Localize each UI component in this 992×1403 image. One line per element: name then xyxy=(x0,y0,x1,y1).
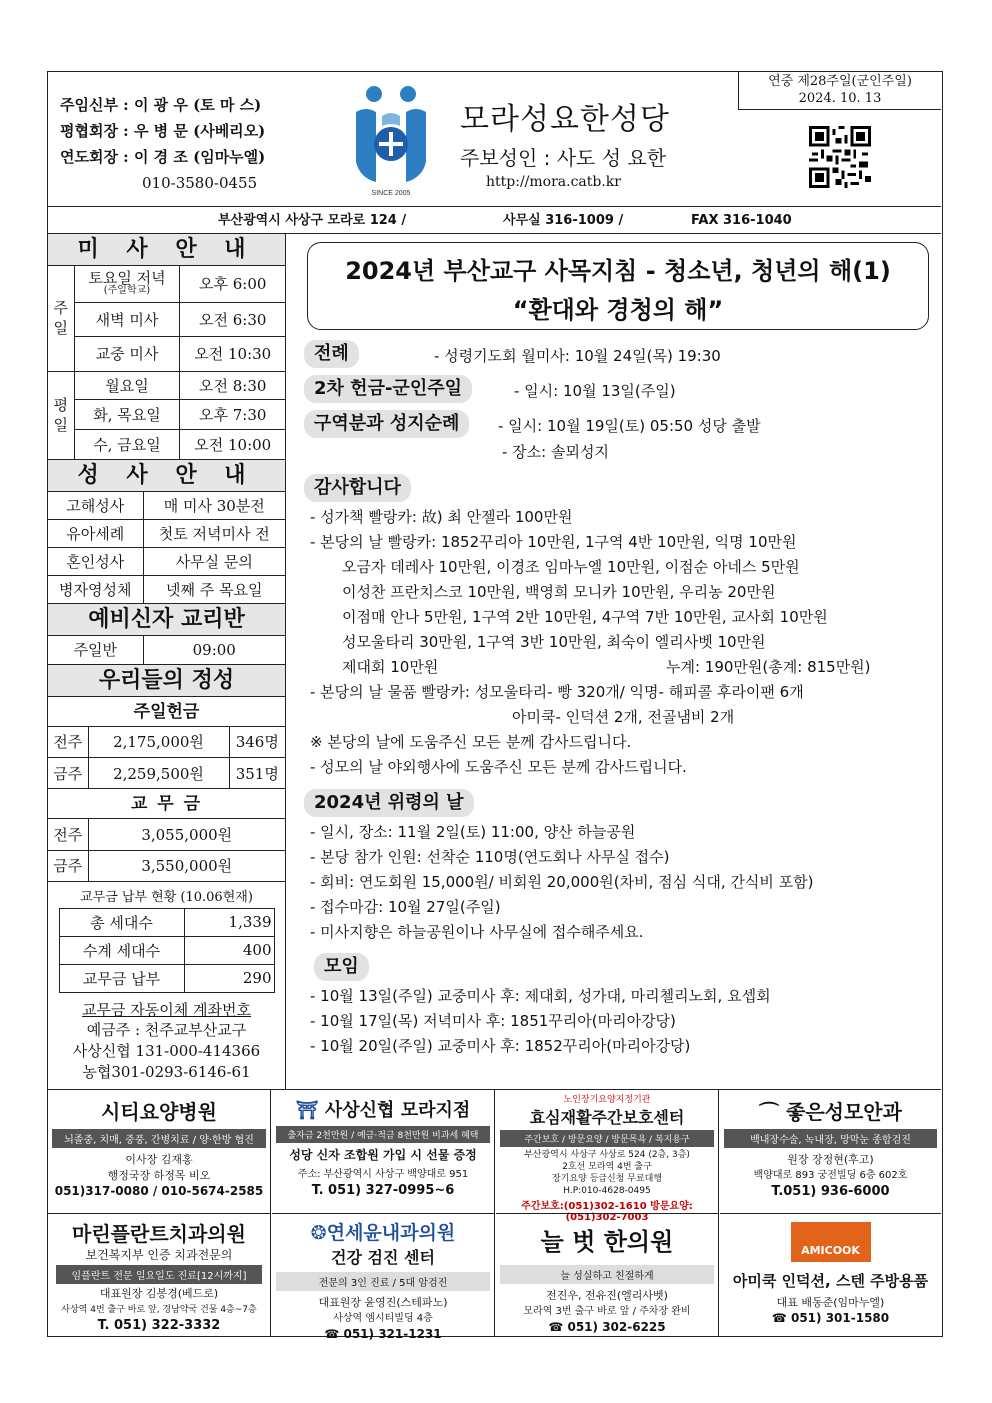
ad-name xyxy=(272,1218,494,1245)
dues-label: 전주 xyxy=(48,819,88,850)
ad-name: 늘 벗 한의원 xyxy=(540,1227,674,1256)
ad-line: 이사장 김재홍 xyxy=(125,1153,193,1166)
mass-table xyxy=(48,266,285,460)
pastoral-title: 2024년 부산교구 사목지침 - 청소년, 청년의 해(1) xyxy=(345,257,891,285)
ad-sasang-credit-union[interactable] xyxy=(272,1090,495,1213)
sacrament-value: 첫토 저녁미사 전 xyxy=(143,520,285,548)
table-row xyxy=(48,636,285,664)
table-row xyxy=(48,492,285,520)
yonsei-logo-icon: ❂ xyxy=(310,1222,327,1244)
contact-phone: 010-3580-0455 xyxy=(142,174,258,192)
thanks-heading: 감사합니다 xyxy=(304,474,411,502)
ad-good-eye-clinic[interactable] xyxy=(720,1090,941,1213)
mass-time: 오전 10:30 xyxy=(180,336,285,371)
status-label: 교무금 납부 xyxy=(59,964,184,992)
thanks-line: 제대회 10만원 xyxy=(342,658,439,676)
parish-logo-icon xyxy=(346,82,436,197)
pilgrimage-heading: 구역분과 성지순례 xyxy=(304,410,469,438)
goods-line: 아미쿡- 인덕션 2개, 전골냄비 2개 xyxy=(512,708,735,726)
ad-band: 전문의 3인 진료 / 5대 암검진 xyxy=(276,1272,490,1291)
dues-title: 교 무 금 xyxy=(48,789,285,819)
mass-name: 새벽 미사 xyxy=(74,302,180,336)
ad-amicook[interactable] xyxy=(720,1213,941,1336)
memorial-heading: 2024년 위령의 날 xyxy=(304,789,474,817)
status-value: 400 xyxy=(184,936,274,964)
sacrament-name: 혼인성사 xyxy=(48,548,143,576)
parish-url[interactable]: http://mora.catb.kr xyxy=(486,174,621,190)
catechumen-title: 예비신자 교리반 xyxy=(48,604,285,636)
staff-row xyxy=(60,92,265,118)
eye-clinic-logo-icon: ⌒ xyxy=(759,1100,780,1124)
ad-line: 대표 배동준(임마누엘) xyxy=(776,1296,885,1309)
memorial-line: - 본당 참가 인원: 선착순 110명(연도회나 사무실 접수) xyxy=(310,848,670,866)
catechumen-table xyxy=(48,636,285,665)
thanks-line: 오금자 데레사 10만원, 이경조 임마누엘 10만원, 이점순 아네스 5만원 xyxy=(342,558,800,576)
thanks-line: 이성찬 프란치스코 10만원, 백영희 모니카 10만원, 우리농 20만원 xyxy=(342,583,776,601)
table-row xyxy=(48,520,285,548)
staff-role: 평협회장 : xyxy=(60,122,129,140)
ad-name xyxy=(272,1096,494,1122)
ad-tel: ☎ 051) 301-1580 xyxy=(771,1311,890,1325)
mass-time: 오전 10:00 xyxy=(180,429,285,459)
table-row xyxy=(48,399,285,429)
memorial-line: - 회비: 연도회원 15,000원/ 비회원 20,000원(차비, 점심 식대, 간식비 포함) xyxy=(310,873,814,891)
memorial-line: - 미사지향은 하늘공원이나 사무실에 접수해주세요. xyxy=(310,923,644,941)
offering-label: 금주 xyxy=(48,758,88,789)
sacrament-value: 사무실 문의 xyxy=(143,548,285,576)
staff-role: 주임신부 : xyxy=(60,96,129,114)
catechumen-time: 09:00 xyxy=(143,636,285,664)
memorial-line: - 접수마감: 10월 27일(주일) xyxy=(310,898,501,916)
patron-saint: 주보성인 : 사도 성 요한 xyxy=(460,146,667,170)
ad-line: 2호선 모라역 4번 출구 xyxy=(562,1162,652,1172)
sunday-label: 주일 xyxy=(48,266,74,371)
ad-tel: T. 051) 322-3332 xyxy=(97,1318,221,1333)
ad-tel: T. 051) 327-0995~6 xyxy=(311,1183,455,1198)
mass-time: 오전 6:30 xyxy=(180,302,285,336)
ad-line: 주소: 부산광역시 사상구 백양대로 951 xyxy=(297,1169,469,1180)
ad-line: 행정국장 하정목 비오 xyxy=(107,1169,211,1182)
dues-status-title: 교무금 납부 현황 (10.06현재) xyxy=(80,889,253,905)
sunday-offering-table xyxy=(48,727,285,790)
ad-band: 주간보호 / 방문요양 / 방문목욕 / 복지용구 xyxy=(500,1130,714,1147)
mass-name: 수, 금요일 xyxy=(74,429,180,459)
ad-yonsei-yoon-clinic[interactable] xyxy=(272,1213,495,1341)
ad-line: 장기요양 등급신청 무료대행 xyxy=(551,1174,663,1184)
ad-band: 백내장수술, 녹내장, 망막눈 종합검진 xyxy=(724,1129,937,1148)
pilgrimage-date: - 일시: 10월 19일(토) 05:50 성당 출발 xyxy=(498,417,761,435)
ad-marine-plant-dental[interactable] xyxy=(48,1213,271,1336)
liturgical-week-box xyxy=(738,72,941,110)
fax-number: FAX 316-1040 xyxy=(691,213,792,228)
dues-amount: 3,550,000원 xyxy=(88,850,285,881)
pastoral-title-box xyxy=(307,242,929,330)
sacrament-value: 매 미사 30분전 xyxy=(143,492,285,520)
mass-name: 화, 목요일 xyxy=(74,399,180,429)
table-row xyxy=(48,371,285,399)
meeting-line: - 10월 17일(목) 저녁미사 후: 1851꾸리아(마리아강당) xyxy=(310,1012,676,1030)
sacrament-title: 성 사 안 내 xyxy=(48,460,285,492)
mass-time: 오전 8:30 xyxy=(180,371,285,399)
dues-table xyxy=(48,819,285,882)
pilgrimage-place: - 장소: 솔뫼성지 xyxy=(502,443,609,461)
ad-name: 시티요양병원 xyxy=(101,1100,217,1124)
dues-amount: 3,055,000원 xyxy=(88,819,285,850)
ad-band: 뇌졸중, 치매, 중풍, 간병치료 / 양·한방 협진 xyxy=(52,1129,266,1148)
table-row xyxy=(48,850,285,881)
ad-tel: 주간보호:(051)302-1610 방문요양:(051)302-7003 xyxy=(521,1201,693,1223)
offering-amount: 2,175,000원 xyxy=(88,727,229,758)
account-number-1: 사상신협 131-000-414366 xyxy=(72,1041,261,1060)
liturgical-week: 연중 제28주일(군인주일) xyxy=(768,74,912,89)
amicook-logo-icon: AMICOOK xyxy=(791,1222,871,1262)
staff-role: 연도회장 : xyxy=(60,148,129,166)
ad-top: 노인장기요양지정기관 xyxy=(563,1095,651,1105)
account-title: 교무금 자동이체 계좌번호 xyxy=(82,1000,251,1019)
table-row xyxy=(48,576,285,604)
mass-name: 교중 미사 xyxy=(74,336,180,371)
qr-code-icon[interactable] xyxy=(808,126,872,188)
liturgy-text: - 성령기도회 월미사: 10월 24일(목) 19:30 xyxy=(434,347,721,365)
ad-band: 출자금 2천만원 / 예금·적금 8천만원 비과세 혜택 xyxy=(276,1126,490,1143)
ad-line: 대표원장 김봉경(베드로) xyxy=(99,1287,219,1300)
dues-label: 금주 xyxy=(48,850,88,881)
bulletin-date: 2024. 10. 13 xyxy=(798,91,882,106)
ad-line: 모라역 3번 출구 바로 앞 / 주차장 완비 xyxy=(523,1306,691,1317)
table-row xyxy=(48,548,285,576)
staff-list xyxy=(60,92,265,196)
staff-name: 우 병 문 (사베리오) xyxy=(133,122,266,140)
mass-name-text: 토요일 저녁 xyxy=(88,269,166,288)
ad-name xyxy=(720,1096,941,1125)
ad-sub: 보건복지부 인증 치과전문의 xyxy=(85,1248,233,1262)
table-row xyxy=(48,429,285,459)
ad-tel: T.051) 936-6000 xyxy=(771,1184,890,1199)
ad-hyosim-center[interactable] xyxy=(496,1090,719,1223)
thanks-note: - 성모의 날 야외행사에 도움주신 모든 분께 감사드립니다. xyxy=(310,758,687,776)
account-holder: 예금주 : 천주교부산교구 xyxy=(86,1020,247,1039)
sacrament-name: 병자영성체 xyxy=(48,576,143,604)
table-row xyxy=(48,266,285,302)
mass-name: 월요일 xyxy=(74,371,180,399)
ad-tel: 051)317-0080 / 010-5674-2585 xyxy=(54,1184,264,1198)
table-row xyxy=(48,727,285,758)
mass-name xyxy=(74,266,180,302)
ad-line: 사상역 4번 출구 바로 앞, 경남약국 건물 4층~7층 xyxy=(61,1305,257,1315)
pastoral-subtitle: “환대와 경청의 해” xyxy=(512,296,724,324)
offering-label: 전주 xyxy=(48,727,88,758)
sunday-offering-title: 주일헌금 xyxy=(48,697,285,727)
memorial-line: - 일시, 장소: 11월 2일(토) 11:00, 양산 하늘공원 xyxy=(310,823,636,841)
ad-name-text: 좋은성모안과 xyxy=(786,1100,902,1124)
thanks-note: ※ 본당의 날에 도움주신 모든 분께 감사드립니다. xyxy=(310,733,632,751)
ad-name-text: 사상신협 모라지점 xyxy=(324,1100,471,1121)
ad-name-text: 연세윤내과의원 xyxy=(326,1222,456,1244)
right-column xyxy=(286,234,941,1089)
ad-line: 전진우, 전유진(엘리사벳) xyxy=(546,1289,668,1302)
parish-name: 모라성요한성당 xyxy=(460,102,670,137)
staff-name: 이 광 우 (토 마 스) xyxy=(133,96,262,114)
collection-heading: 2차 헌금-군인주일 xyxy=(304,375,472,403)
ad-band: 임플란트 전문 일요일도 진료[12시까지] xyxy=(56,1265,262,1284)
liturgy-heading: 전례 xyxy=(304,340,359,368)
ad-city-hospital[interactable] xyxy=(48,1090,271,1213)
thanks-line: - 성가책 빨랑카: 故) 최 안젤라 100만원 xyxy=(310,508,573,526)
ad-line: 대표원장 윤영진(스테파노) xyxy=(318,1296,448,1309)
goods-line: - 본당의 날 물품 빨랑카: 성모울타리- 빵 320개/ 익명- 해피콜 후라이팬 6개 xyxy=(310,683,804,701)
bulletin-page xyxy=(47,71,943,1341)
address: 부산광역시 사상구 모라로 124 / xyxy=(218,213,407,228)
meeting-line: - 10월 20일(주일) 교중미사 후: 1852꾸리아(마리아강당) xyxy=(310,1037,691,1055)
sacrament-name: 고해성사 xyxy=(48,492,143,520)
ad-line: 성당 신자 조합원 가입 시 선물 증정 xyxy=(289,1148,477,1162)
ad-line: 사상역 엠시티빌딩 4층 xyxy=(333,1313,433,1324)
ad-line: 원장 장정현(후고) xyxy=(787,1153,874,1166)
thanks-line: - 본당의 날 빨랑카: 1852꾸리아 10만원, 1구역 4반 10만원, 익명 10만원 xyxy=(310,533,797,551)
sacrament-name: 유아세례 xyxy=(48,520,143,548)
table-row xyxy=(48,758,285,789)
ad-tel: ☎ 051) 321-1231 xyxy=(324,1327,442,1341)
table-row xyxy=(59,936,274,964)
weekday-label: 평일 xyxy=(48,371,74,459)
meeting-heading: 모임 xyxy=(314,953,369,981)
ad-line: 백양대로 893 궁전빌딩 6층 602호 xyxy=(753,1170,908,1181)
office-phone: 사무실 316-1009 / xyxy=(503,213,624,228)
meeting-line: - 10월 13일(주일) 교중미사 후: 제대회, 성가대, 마리첼리노회, 요셉회 xyxy=(310,987,771,1005)
staff-name: 이 경 조 (임마누엘) xyxy=(133,148,266,166)
status-label: 총 세대수 xyxy=(59,908,184,936)
mass-title: 미 사 안 내 xyxy=(48,234,285,266)
ads-section xyxy=(48,1089,941,1341)
table-row xyxy=(59,908,274,936)
thanks-line: 이점매 안나 5만원, 1구역 2반 10만원, 4구역 7반 10만원, 교사회 10만원 xyxy=(342,608,828,626)
collection-text: - 일시: 10월 13일(주일) xyxy=(514,382,676,400)
sacrament-table xyxy=(48,492,285,605)
credit-union-logo-icon: ⛩ xyxy=(295,1100,319,1121)
dues-status-table xyxy=(59,908,275,993)
thanks-line: 성모울타리 30만원, 1구역 3반 10만원, 최숙이 엘리사벳 10만원 xyxy=(342,633,766,651)
ad-name: 마린플란트치과의원 xyxy=(72,1222,246,1246)
ad-neulbeot-oriental-clinic[interactable] xyxy=(496,1213,719,1336)
mass-time: 오후 6:00 xyxy=(180,266,285,302)
staff-row xyxy=(60,118,265,144)
status-value: 1,339 xyxy=(184,908,274,936)
account-number-2: 농협301-0293-6146-61 xyxy=(82,1062,251,1081)
left-column xyxy=(48,234,286,1089)
status-value: 290 xyxy=(242,969,272,987)
ad-tel: ☎ 051) 302-6225 xyxy=(548,1320,666,1334)
staff-row xyxy=(60,144,265,170)
offering-count: 351명 xyxy=(229,758,285,789)
ad-sub: 건강 검진 센터 xyxy=(331,1248,435,1267)
thanks-total: 누계: 190만원(총계: 815만원) xyxy=(666,658,871,676)
address-bar xyxy=(48,208,941,234)
offering-amount: 2,259,500원 xyxy=(88,758,229,789)
status-label: 수계 세대수 xyxy=(59,936,184,964)
ad-line: 부산광역시 사상구 사상로 524 (2층, 3층) xyxy=(524,1150,690,1160)
header xyxy=(48,72,941,207)
ad-band: 늘 성실하고 친절하게 xyxy=(500,1265,714,1284)
sacrament-value: 넷째 주 목요일 xyxy=(143,576,285,604)
ad-name: 효심재활주간보호센터 xyxy=(529,1108,685,1127)
table-row xyxy=(48,302,285,336)
table-row xyxy=(48,819,285,850)
mass-time: 오후 7:30 xyxy=(180,399,285,429)
table-row xyxy=(59,964,274,992)
logo-since: SINCE 2005 xyxy=(371,190,411,197)
table-row xyxy=(48,336,285,371)
mass-sub: (주일학교) xyxy=(103,285,151,297)
ad-line: H.P:010-4628-0495 xyxy=(563,1186,651,1196)
offering-title: 우리들의 정성 xyxy=(48,665,285,697)
ad-name: 아미쿡 인덕션, 스텐 주방용품 xyxy=(732,1272,929,1290)
offering-count: 346명 xyxy=(229,727,285,758)
catechumen-name: 주일반 xyxy=(48,636,143,664)
